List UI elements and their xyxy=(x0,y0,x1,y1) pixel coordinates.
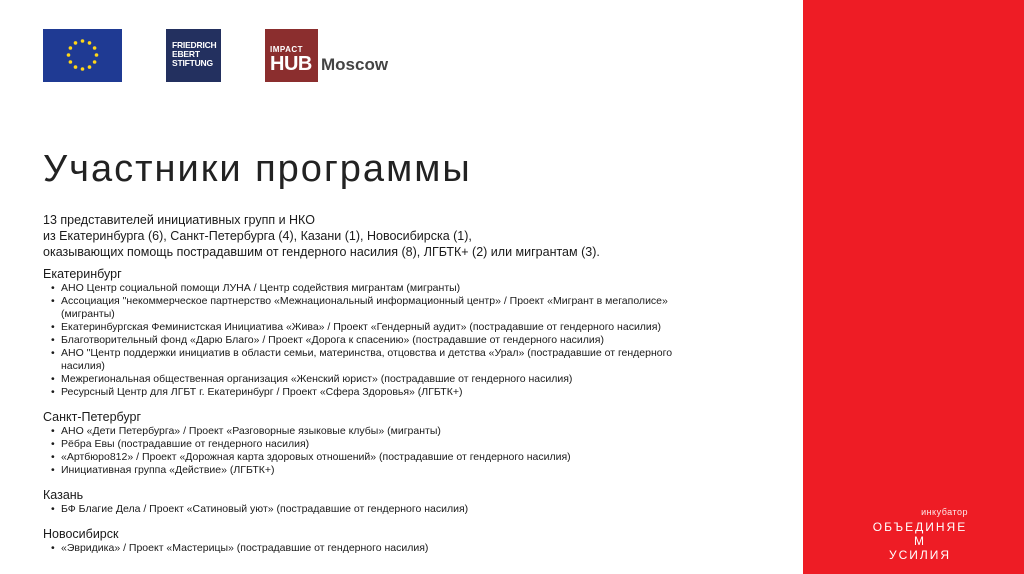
section-kazan xyxy=(43,487,783,516)
city-heading: Санкт-Петербург xyxy=(43,410,142,424)
list-item: • Инициативная группа «Действие» (ЛГБТК+) xyxy=(51,464,701,477)
participants-list xyxy=(43,266,783,565)
list-item: • БФ Благие Дела / Проект «Сатиновый уют» (пострадавшие от гендерного насилия) xyxy=(51,503,701,516)
incubator-label: инкубатор xyxy=(921,507,968,517)
section-ekaterinburg xyxy=(43,266,783,399)
hub-impact-text: IMPACT xyxy=(270,45,304,54)
hub-word-text: HUB xyxy=(270,53,312,75)
list-item: • Рёбра Евы (пострадавшие от гендерного насилия) xyxy=(51,438,701,451)
intro-line: из Екатеринбурга (6), Санкт-Петербурга (4), Казани (1), Новосибирска (1), xyxy=(43,229,472,243)
city-heading: Казань xyxy=(43,488,84,502)
list-item: • Ассоциация "некоммерческое партнерство «Межнациональный информационный центр» / Проект «Мигрант в мегаполисе» (мигранты) xyxy=(51,295,701,321)
incubator-slogan xyxy=(872,520,968,562)
fes-logo-line: FRIEDRICH xyxy=(172,40,217,50)
eu-stars-icon xyxy=(43,29,122,82)
slogan-line: ОБЪЕДИНЯЕ xyxy=(872,520,968,534)
city-heading: Екатеринбург xyxy=(43,267,122,281)
list-item: • Межрегиональная общественная организация «Женский юрист» (пострадавшие от гендерного насилия) xyxy=(51,373,701,386)
list-item: • «Артбюро812» / Проект «Дорожная карта здоровых отношений» (пострадавшие от гендерного насилия) xyxy=(51,451,701,464)
section-saint-petersburg xyxy=(43,409,783,477)
page-title: Участники программы xyxy=(43,148,472,190)
intro-line: 13 представителей инициативных групп и НКО xyxy=(43,213,315,227)
list-item: • АНО "Центр поддержки инициатив в области семьи, материнства, отцовства и детства «Урал» (пострадавшие от гендерного насилия) xyxy=(51,347,701,373)
city-heading: Новосибирск xyxy=(43,527,119,541)
slogan-line: М xyxy=(914,534,926,548)
red-side-panel xyxy=(803,0,1024,574)
slogan-line: УСИЛИЯ xyxy=(888,548,952,562)
eu-flag-logo xyxy=(43,29,122,82)
list-item: • АНО «Дети Петербурга» / Проект «Разговорные языковые клубы» (мигранты) xyxy=(51,425,701,438)
impact-hub-logo xyxy=(265,29,318,82)
section-novosibirsk xyxy=(43,526,783,555)
intro-paragraph xyxy=(43,212,763,260)
list-item: • Екатеринбургская Феминистская Инициатива «Жива» / Проект «Гендерный аудит» (пострадавшие от гендерного насилия) xyxy=(51,321,701,334)
org-list xyxy=(43,542,783,555)
list-item: • Благотворительный фонд «Дарю Благо» / Проект «Дорога к спасению» (пострадавшие от гендерного насилия) xyxy=(51,334,701,347)
list-item: • АНО Центр социальной помощи ЛУНА / Центр содействия мигрантам (мигранты) xyxy=(51,282,701,295)
fes-logo-line: STIFTUNG xyxy=(172,58,213,68)
org-list xyxy=(43,282,783,399)
list-item: • «Эвридика» / Проект «Мастерицы» (пострадавшие от гендерного насилия) xyxy=(51,542,701,555)
org-list xyxy=(43,425,783,477)
fes-logo-line: EBERT xyxy=(172,49,200,59)
intro-line: оказывающих помощь пострадавшим от гендерного насилия (8), ЛГБТК+ (2) или мигрантам (3). xyxy=(43,245,600,259)
hub-city-text: Moscow xyxy=(321,55,389,74)
list-item: • Ресурсный Центр для ЛГБТ г. Екатеринбург / Проект «Сфера Здоровья» (ЛГБТК+) xyxy=(51,386,701,399)
org-list xyxy=(43,503,783,516)
fes-logo xyxy=(166,29,221,82)
incubator-block xyxy=(872,507,968,562)
